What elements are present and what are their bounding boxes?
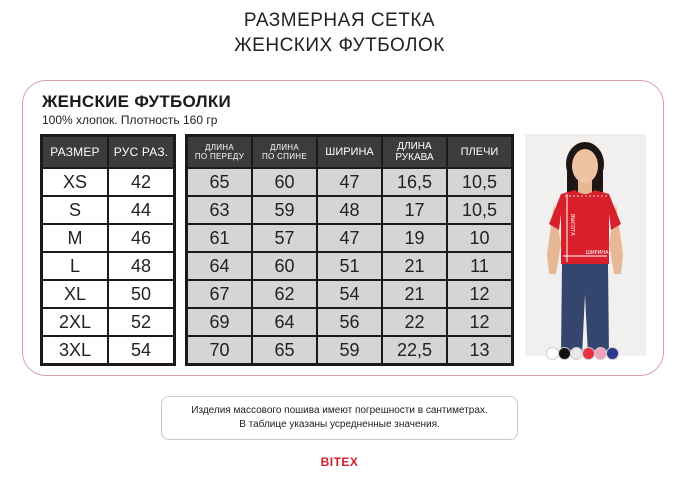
size-cell: L — [43, 253, 107, 279]
color-swatch — [558, 347, 571, 360]
page-title — [0, 8, 679, 58]
sleeve-length-cell: 17 — [383, 197, 446, 223]
model-photo — [525, 134, 646, 356]
measurement-row — [188, 337, 511, 363]
shoulders-cell: 10,5 — [448, 169, 511, 195]
size-row — [43, 337, 173, 363]
measurement-row — [188, 197, 511, 223]
width-label: ШИРИНА — [585, 250, 609, 256]
front-length-cell: 67 — [188, 281, 251, 307]
page-title-line2: ЖЕНСКИХ ФУТБОЛОК — [234, 35, 445, 56]
measurement-row — [188, 309, 511, 335]
width-cell: 47 — [318, 225, 381, 251]
size-row — [43, 169, 173, 195]
measurement-row — [188, 169, 511, 195]
shoulders-cell: 10,5 — [448, 197, 511, 223]
rus-size-cell: 42 — [109, 169, 173, 195]
sleeve-length-cell: 16,5 — [383, 169, 446, 195]
rus-size-cell: 54 — [109, 337, 173, 363]
back-length-cell: 59 — [253, 197, 316, 223]
rus-size-cell: 50 — [109, 281, 173, 307]
sleeve-length-cell: 22,5 — [383, 337, 446, 363]
front-length-cell: 65 — [188, 169, 251, 195]
measurement-row — [188, 253, 511, 279]
size-row — [43, 309, 173, 335]
color-swatch — [582, 347, 595, 360]
color-swatches — [546, 347, 631, 361]
front-length-cell: 63 — [188, 197, 251, 223]
width-cell: 54 — [318, 281, 381, 307]
width-cell: 51 — [318, 253, 381, 279]
color-swatch — [546, 347, 559, 360]
size-cell: XL — [43, 281, 107, 307]
size-row — [43, 225, 173, 251]
page-title-line1: РАЗМЕРНАЯ СЕТКА — [243, 10, 436, 31]
shoulders-cell: 10 — [448, 225, 511, 251]
header-sleeve-length: ДЛИНА РУКАВА — [383, 137, 446, 167]
color-swatch — [606, 347, 619, 360]
measurement-row — [188, 281, 511, 307]
shoulders-cell: 13 — [448, 337, 511, 363]
front-length-cell: 69 — [188, 309, 251, 335]
back-length-cell: 62 — [253, 281, 316, 307]
header-width: ШИРИНА — [318, 137, 381, 167]
model-illustration — [525, 134, 646, 356]
rus-size-cell: 44 — [109, 197, 173, 223]
size-cell: 3XL — [43, 337, 107, 363]
card-title: ЖЕНСКИЕ ФУТБОЛКИ — [42, 92, 232, 111]
measurement-row — [188, 225, 511, 251]
header-shoulders: ПЛЕЧИ — [448, 137, 511, 167]
header-back-length: ДЛИНА ПО СПИНЕ — [253, 137, 316, 167]
size-cell: XS — [43, 169, 107, 195]
shoulders-cell: 11 — [448, 253, 511, 279]
header-size: РАЗМЕР — [43, 137, 107, 167]
shoulders-cell: 12 — [448, 281, 511, 307]
size-cell: 2XL — [43, 309, 107, 335]
back-length-cell: 60 — [253, 169, 316, 195]
front-length-cell: 61 — [188, 225, 251, 251]
sleeve-length-cell: 21 — [383, 253, 446, 279]
measurements-table — [185, 134, 514, 366]
rus-size-cell: 52 — [109, 309, 173, 335]
shoulders-cell: 12 — [448, 309, 511, 335]
sleeve-length-cell: 19 — [383, 225, 446, 251]
width-cell: 59 — [318, 337, 381, 363]
note-line1: Изделия массового пошива имеют погрешности в сантиметрах. — [191, 405, 488, 416]
brand-logo: BITEX — [320, 455, 359, 469]
card-subtitle: 100% хлопок. Плотность 160 гр — [42, 113, 218, 127]
size-table — [40, 134, 176, 366]
size-row — [43, 197, 173, 223]
height-label: ВЫСОТА — [569, 214, 575, 236]
back-length-cell: 65 — [253, 337, 316, 363]
size-row — [43, 281, 173, 307]
color-swatch — [594, 347, 607, 360]
color-swatch — [570, 347, 583, 360]
width-cell: 47 — [318, 169, 381, 195]
rus-size-cell: 48 — [109, 253, 173, 279]
sleeve-length-cell: 22 — [383, 309, 446, 335]
size-row — [43, 253, 173, 279]
rus-size-cell: 46 — [109, 225, 173, 251]
header-front-length: ДЛИНА ПО ПЕРЕДУ — [188, 137, 251, 167]
front-length-cell: 64 — [188, 253, 251, 279]
back-length-cell: 64 — [253, 309, 316, 335]
back-length-cell: 60 — [253, 253, 316, 279]
sleeve-length-cell: 21 — [383, 281, 446, 307]
width-cell: 48 — [318, 197, 381, 223]
header-rus-size: РУС РАЗ. — [109, 137, 173, 167]
size-cell: M — [43, 225, 107, 251]
size-cell: S — [43, 197, 107, 223]
note-line2: В таблице указаны усредненные значения. — [239, 419, 440, 430]
front-length-cell: 70 — [188, 337, 251, 363]
back-length-cell: 57 — [253, 225, 316, 251]
disclaimer-note — [161, 396, 518, 440]
width-cell: 56 — [318, 309, 381, 335]
